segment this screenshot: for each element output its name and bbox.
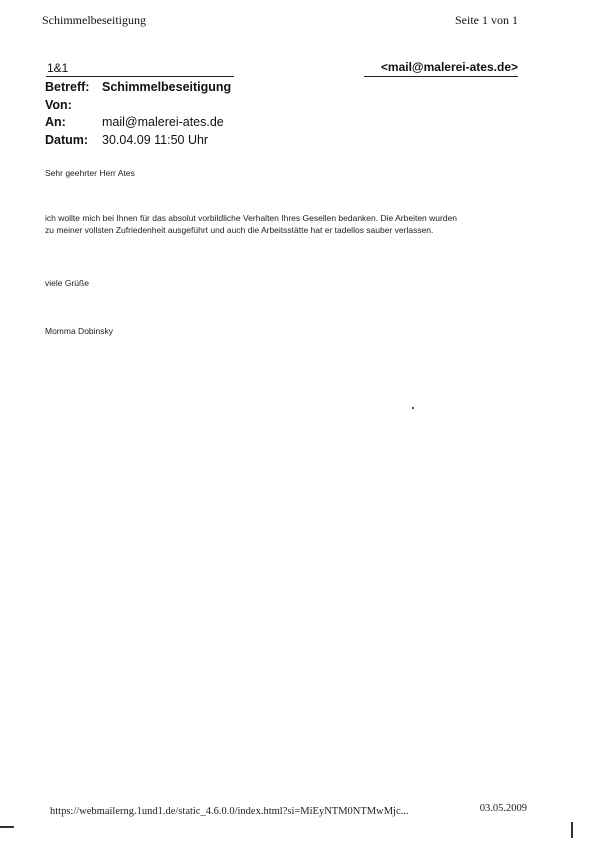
mail-paragraph — [45, 212, 525, 236]
scan-speck — [412, 407, 414, 409]
subject-row — [45, 80, 231, 98]
print-footer-url: https://webmailerng.1und1.de/static_4.6.0.0/index.html?si=MiEyNTM0NTMwMjc... — [50, 806, 409, 817]
mail-paragraph-line: zu meiner vollsten Zufriedenheit ausgeführt und auch die Arbeitsstätte hat er tadellos sauber verlassen. — [45, 225, 434, 235]
date-value: 30.04.09 11:50 Uhr — [102, 132, 209, 147]
mail-provider: 1&1 — [47, 61, 69, 75]
account-rule — [364, 76, 518, 77]
print-header-page-number: Seite 1 von 1 — [455, 13, 518, 27]
mail-greeting: Sehr geehrter Herr Ates — [45, 168, 135, 178]
provider-rule — [46, 76, 234, 77]
mail-signature: Momma Dobinsky — [45, 326, 114, 336]
from-value — [102, 98, 231, 116]
date-row — [45, 133, 231, 151]
to-row — [45, 115, 231, 133]
subject-label: Betreff: — [45, 80, 90, 94]
to-value: mail@malerei-ates.de — [102, 115, 224, 129]
scan-edge-mark — [571, 822, 573, 838]
subject-value: Schimmelbeseitigung — [102, 80, 232, 94]
print-header-title: Schimmelbeseitigung — [42, 13, 146, 27]
mail-closing: viele Grüße — [45, 278, 89, 288]
from-row — [45, 98, 231, 116]
date-label: Datum: — [45, 132, 89, 147]
from-label: Von: — [45, 97, 72, 112]
print-footer-date: 03.05.2009 — [479, 803, 527, 814]
account-email: <mail@malerei-ates.de> — [380, 60, 518, 74]
mail-paragraph-line: ich wollte mich bei Ihnen für das absolut vorbildliche Verhalten Ihres Gesellen bedanken. Die Arbeiten wurden — [45, 213, 458, 223]
mail-header-table — [45, 80, 231, 150]
to-label: An: — [45, 115, 66, 129]
scan-edge-mark — [0, 826, 14, 828]
